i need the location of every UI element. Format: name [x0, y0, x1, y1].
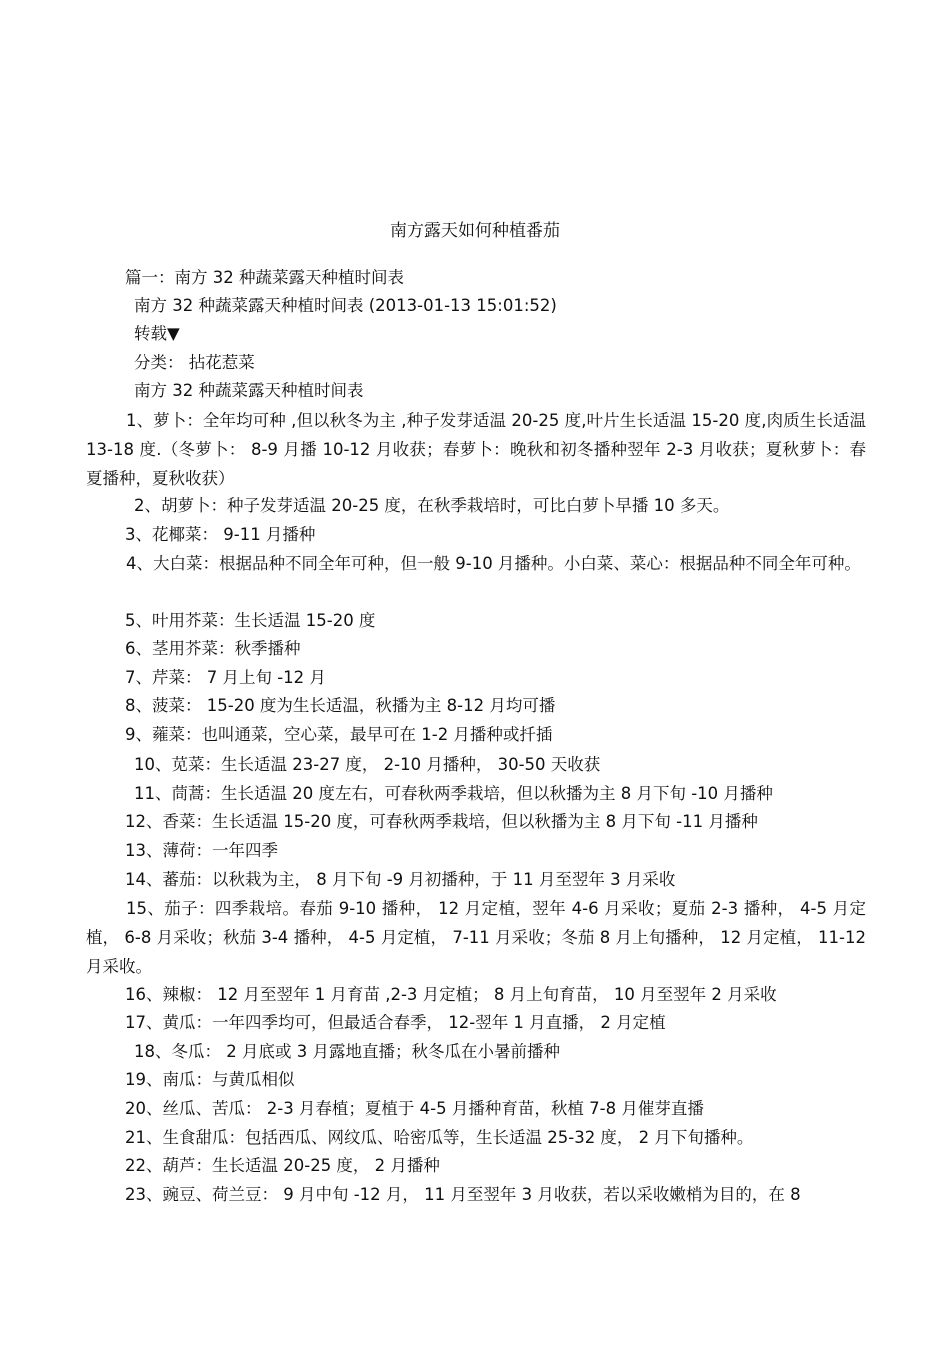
- list-item-celery: 7、芹菜： 7 月上旬 -12 月: [125, 668, 326, 687]
- list-item-pumpkin: 19、南瓜：与黄瓜相似: [125, 1070, 295, 1089]
- subtitle-line: 南方 32 种蔬菜露天种植时间表: [134, 381, 364, 400]
- list-item-mint: 13、薄荷：一年四季: [125, 841, 278, 860]
- list-item-garland-chrysanthemum: 11、茼蒿：生长适温 20 度左右，可春秋两季栽培，但以秋播为主 8 月下旬 -10 月播种: [134, 784, 773, 803]
- list-item-water-spinach: 9、蕹菜：也叫通菜，空心菜，最早可在 1-2 月播种或扦插: [125, 725, 553, 744]
- list-item-amaranth: 10、苋菜：生长适温 23-27 度， 2-10 月播种， 30-50 天收获: [134, 755, 601, 774]
- list-item-melon: 21、生食甜瓜：包括西瓜、网纹瓜、哈密瓜等，生长适温 25-32 度， 2 月下旬播种。: [125, 1128, 754, 1147]
- list-item-spinach: 8、菠菜： 15-20 度为生长适温，秋播为主 8-12 月均可播: [125, 696, 556, 715]
- list-item-chili: 16、辣椒： 12 月至翌年 1 月育苗 ,2-3 月定植； 8 月上旬育苗， 10 月至翌年 2 月采收: [125, 985, 777, 1004]
- list-item-chinese-cabbage: 4、大白菜：根据品种不同全年可种，但一般 9-10 月播种。小白菜、菜心：根据品种不同全年可种。: [126, 554, 861, 573]
- list-item-pea: 23、豌豆、荷兰豆： 9 月中旬 -12 月， 11 月至翌年 3 月收获，若以采收嫩梢为目的，在 8: [125, 1185, 801, 1204]
- list-item-carrot: 2、胡萝卜：种子发芽适温 20-25 度，在秋季栽培时，可比白萝卜早播 10 多天。: [134, 496, 730, 515]
- list-item-eggplant: 15、茄子：四季栽培。春茄 9-10 播种， 12 月定植，翌年 4-6 月采收；夏茄 2-3 播种， 4-5 月定植， 6-8 月采收；秋茄 3-4 播种， 4-5 月定植， 7-11 月采收；冬茄 8 月上旬播种， 12 月定植， 11-12 月采收。: [86, 899, 866, 976]
- category-line: 分类： 拈花惹菜: [134, 353, 255, 372]
- list-item-cucumber: 17、黄瓜：一年四季均可，但最适合春季， 12-翌年 1 月直播， 2 月定植: [125, 1013, 666, 1032]
- list-item-coriander: 12、香菜：生长适温 15-20 度，可春秋两季栽培，但以秋播为主 8 月下旬 -11 月播种: [125, 812, 758, 831]
- list-item-radish: 1、萝卜：全年均可种 ,但以秋冬为主 ,种子发芽适温 20-25 度,叶片生长适温 15-20 度,肉质生长适温 13-18 度.（冬萝卜： 8-9 月播 10-12 月收获；春萝卜：晚秋和初冬播种翌年 2-3 月收获；夏秋萝卜：春夏播种，夏秋收获）: [86, 411, 866, 488]
- list-item-luffa-bitter-melon: 20、丝瓜、苦瓜： 2-3 月春植；夏植于 4-5 月播种育苗，秋植 7-8 月催芽直播: [125, 1099, 704, 1118]
- list-item-leaf-mustard: 5、叶用芥菜：生长适温 15-20 度: [125, 611, 376, 630]
- repost-label: 转载▼: [134, 324, 180, 343]
- list-item-stem-mustard: 6、茎用芥菜：秋季播种: [125, 639, 301, 658]
- list-item-tomato: 14、蕃茄：以秋栽为主， 8 月下旬 -9 月初播种，于 11 月至翌年 3 月采收: [125, 870, 676, 889]
- section-heading: 篇一：南方 32 种蔬菜露天种植时间表: [125, 268, 404, 287]
- article-title-line: 南方 32 种蔬菜露天种植时间表 (2013-01-13 15:01:52): [134, 296, 557, 315]
- list-item-wax-gourd: 18、冬瓜： 2 月底或 3 月露地直播；秋冬瓜在小暑前播种: [134, 1042, 560, 1061]
- list-item-cauliflower: 3、花椰菜： 9-11 月播种: [125, 525, 316, 544]
- document-title: 南方露天如何种植番茄: [390, 221, 560, 241]
- list-item-gourd: 22、葫芦：生长适温 20-25 度， 2 月播种: [125, 1156, 440, 1175]
